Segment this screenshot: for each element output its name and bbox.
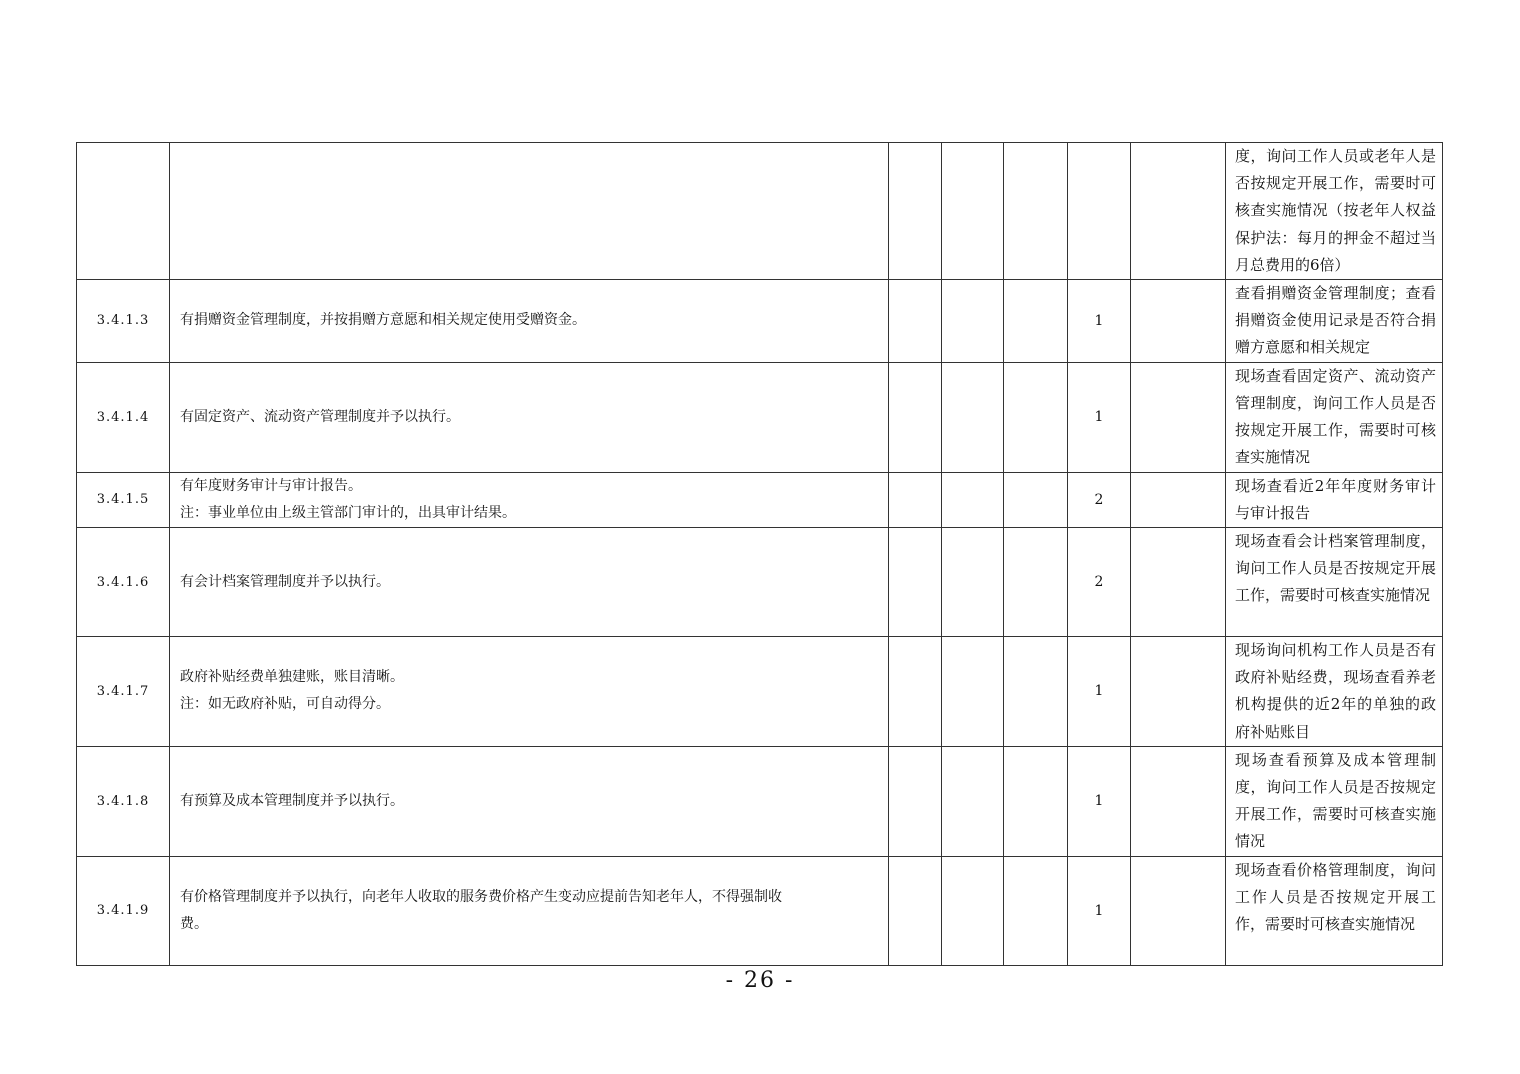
empty-cell bbox=[1004, 637, 1068, 747]
evaluation-method: 现场查看价格管理制度，询问工作人员是否按规定开展工作，需要时可核查实施情况 bbox=[1226, 856, 1443, 965]
empty-cell bbox=[942, 746, 1004, 856]
empty-cell bbox=[1131, 746, 1226, 856]
evaluation-method: 查看捐赠资金管理制度；查看捐赠资金使用记录是否符合捐赠方意愿和相关规定 bbox=[1226, 280, 1443, 363]
item-score: 1 bbox=[1068, 637, 1131, 747]
empty-cell bbox=[942, 637, 1004, 747]
item-requirement bbox=[170, 143, 889, 280]
table-row bbox=[77, 746, 1443, 856]
item-score: 1 bbox=[1068, 856, 1131, 965]
evaluation-table bbox=[76, 142, 1443, 966]
table-body bbox=[77, 143, 1443, 966]
item-requirement bbox=[170, 637, 889, 747]
item-requirement bbox=[170, 528, 889, 637]
item-code: 3.4.1.8 bbox=[77, 746, 170, 856]
table-row bbox=[77, 856, 1443, 965]
empty-cell bbox=[1004, 746, 1068, 856]
empty-cell bbox=[889, 280, 942, 363]
empty-cell bbox=[889, 362, 942, 472]
empty-cell bbox=[942, 856, 1004, 965]
empty-cell bbox=[889, 528, 942, 637]
item-code: 3.4.1.3 bbox=[77, 280, 170, 363]
item-score bbox=[1068, 143, 1131, 280]
page-number: - 26 - bbox=[725, 968, 795, 993]
requirement-line: 有会计档案管理制度并予以执行。 bbox=[180, 573, 390, 590]
item-score: 1 bbox=[1068, 280, 1131, 363]
item-requirement bbox=[170, 472, 889, 527]
empty-cell bbox=[1131, 362, 1226, 472]
empty-cell bbox=[942, 472, 1004, 527]
empty-cell bbox=[889, 143, 942, 280]
empty-cell bbox=[1004, 528, 1068, 637]
item-code: 3.4.1.6 bbox=[77, 528, 170, 637]
empty-cell bbox=[1004, 362, 1068, 472]
evaluation-method: 现场查看固定资产、流动资产管理制度，询问工作人员是否按规定开展工作，需要时可核查实施情况 bbox=[1226, 362, 1443, 472]
item-code bbox=[77, 143, 170, 280]
item-requirement bbox=[170, 280, 889, 363]
empty-cell bbox=[889, 472, 942, 527]
requirement-line: 注：如无政府补贴，可自动得分。 bbox=[180, 696, 390, 713]
requirement-line: 有预算及成本管理制度并予以执行。 bbox=[180, 792, 404, 809]
requirement-line: 政府补贴经费单独建账，账目清晰。 bbox=[180, 669, 404, 686]
item-code: 3.4.1.7 bbox=[77, 637, 170, 747]
item-requirement bbox=[170, 746, 889, 856]
table-row bbox=[77, 362, 1443, 472]
requirement-line: 有年度财务审计与审计报告。 bbox=[180, 477, 362, 494]
evaluation-method: 现场询问机构工作人员是否有政府补贴经费，现场查看养老机构提供的近2年的单独的政府补贴账目 bbox=[1226, 637, 1443, 747]
empty-cell bbox=[889, 746, 942, 856]
empty-cell bbox=[1131, 637, 1226, 747]
empty-cell bbox=[1004, 143, 1068, 280]
table-row bbox=[77, 143, 1443, 280]
empty-cell bbox=[942, 143, 1004, 280]
item-requirement bbox=[170, 362, 889, 472]
empty-cell bbox=[889, 856, 942, 965]
empty-cell bbox=[1131, 528, 1226, 637]
empty-cell bbox=[1004, 856, 1068, 965]
item-code: 3.4.1.9 bbox=[77, 856, 170, 965]
item-code: 3.4.1.4 bbox=[77, 362, 170, 472]
empty-cell bbox=[1131, 856, 1226, 965]
requirement-line: 有价格管理制度并予以执行，向老年人收取的服务费价格产生变动应提前告知老年人，不得强制收 bbox=[180, 888, 782, 905]
table-row bbox=[77, 280, 1443, 363]
item-score: 2 bbox=[1068, 528, 1131, 637]
empty-cell bbox=[942, 528, 1004, 637]
empty-cell bbox=[942, 280, 1004, 363]
empty-cell bbox=[1131, 143, 1226, 280]
empty-cell bbox=[1004, 472, 1068, 527]
evaluation-method: 现场查看会计档案管理制度，询问工作人员是否按规定开展工作，需要时可核查实施情况 bbox=[1226, 528, 1443, 637]
evaluation-method: 现场查看近2年年度财务审计与审计报告 bbox=[1226, 472, 1443, 527]
empty-cell bbox=[1131, 280, 1226, 363]
item-score: 2 bbox=[1068, 472, 1131, 527]
evaluation-method: 现场查看预算及成本管理制度，询问工作人员是否按规定开展工作，需要时可核查实施情况 bbox=[1226, 746, 1443, 856]
empty-cell bbox=[1004, 280, 1068, 363]
table-row bbox=[77, 637, 1443, 747]
requirement-line: 有捐赠资金管理制度，并按捐赠方意愿和相关规定使用受赠资金。 bbox=[180, 312, 586, 329]
empty-cell bbox=[942, 362, 1004, 472]
item-code: 3.4.1.5 bbox=[77, 472, 170, 527]
table-row bbox=[77, 472, 1443, 527]
requirement-line: 有固定资产、流动资产管理制度并予以执行。 bbox=[180, 408, 460, 425]
evaluation-method: 度，询问工作人员或老年人是否按规定开展工作，需要时可核查实施情况（按老年人权益保护法：每月的押金不超过当月总费用的6倍） bbox=[1226, 143, 1443, 280]
empty-cell bbox=[889, 637, 942, 747]
table-row bbox=[77, 528, 1443, 637]
item-requirement bbox=[170, 856, 889, 965]
requirement-line: 注：事业单位由上级主管部门审计的，出具审计结果。 bbox=[180, 504, 516, 521]
item-score: 1 bbox=[1068, 746, 1131, 856]
empty-cell bbox=[1131, 472, 1226, 527]
requirement-line: 费。 bbox=[180, 915, 208, 932]
item-score: 1 bbox=[1068, 362, 1131, 472]
